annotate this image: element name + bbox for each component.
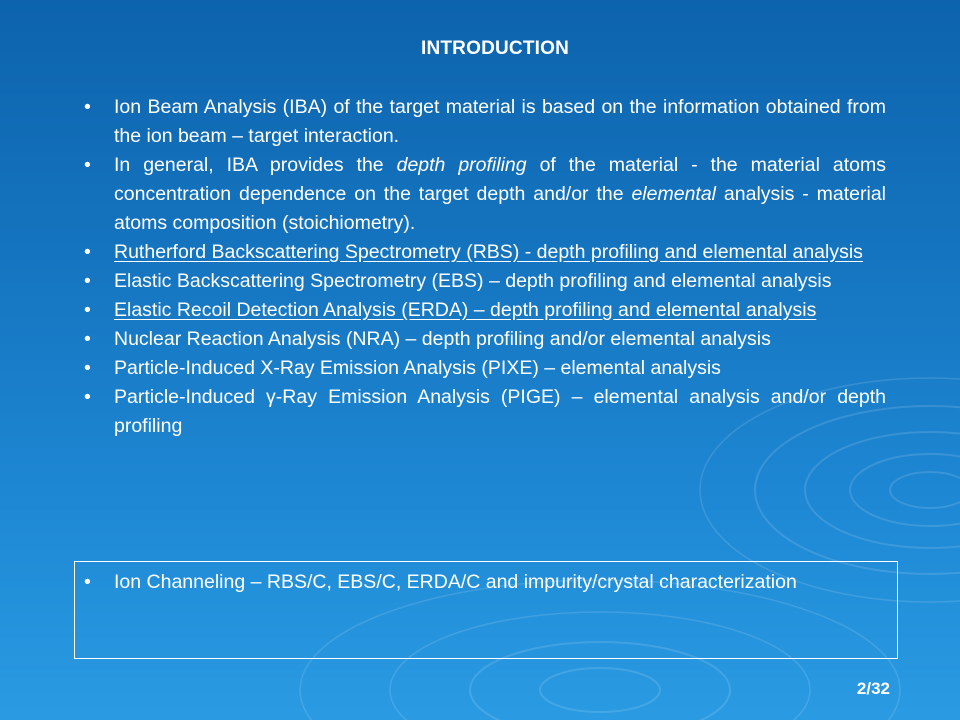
bullet-icon: •: [84, 357, 91, 379]
bullet-text: In general, IBA provides the: [114, 154, 397, 176]
bullet-text: Nuclear Reaction Analysis (NRA) – depth profiling and/or elemental analysis: [114, 328, 771, 350]
bullet-iba-general: [84, 151, 886, 238]
bullet-icon: •: [84, 241, 91, 263]
bullet-icon: •: [84, 270, 91, 292]
bullet-icon: •: [84, 96, 91, 118]
bullet-text: of the material - the material atoms concentration dependence on the target depth and/or the: [114, 154, 886, 205]
bullet-text: Particle-Induced X-Ray Emission Analysis (PIXE) – elemental analysis: [114, 357, 721, 379]
gamma-symbol: γ: [266, 386, 276, 408]
ion-channeling-list: [84, 568, 844, 597]
bullet-text: -Ray Emission Analysis (PIGE) – elemental analysis and/or depth profiling: [114, 386, 887, 437]
bullet-ion-channeling: [84, 568, 844, 597]
erda-link[interactable]: Elastic Recoil Detection Analysis (ERDA) – depth profiling and elemental analysis: [114, 299, 817, 321]
bullet-text: Ion Beam Analysis (IBA) of the target material is based on the information obtained from the ion beam – target interaction.: [114, 96, 886, 147]
bullet-rbs: [84, 238, 886, 267]
bullet-icon: •: [84, 299, 91, 321]
emphasis-depth-profiling: depth profiling: [396, 154, 527, 176]
bullet-icon: •: [84, 154, 91, 176]
bullet-pige: [84, 383, 886, 441]
bullet-text: Ion Channeling – RBS/C, EBS/C, ERDA/C and impurity/crystal characterization: [114, 571, 797, 593]
bullet-nra: [84, 325, 886, 354]
bullet-ebs: [84, 267, 886, 296]
bullet-pixe: [84, 354, 886, 383]
bullet-text: Elastic Backscattering Spectrometry (EBS) – depth profiling and elemental analysis: [114, 270, 832, 292]
page-number: 2/32: [856, 679, 890, 698]
bullet-icon: •: [84, 386, 91, 408]
bullet-text: analysis - material atoms composition (stoichiometry).: [114, 183, 886, 234]
emphasis-elemental: elemental: [631, 183, 717, 205]
bullet-icon: •: [84, 571, 91, 593]
bullet-text: Particle-Induced: [114, 386, 267, 408]
iba-methods-list: [84, 93, 886, 441]
bullet-icon: •: [84, 328, 91, 350]
rbs-link[interactable]: Rutherford Backscattering Spectrometry (RBS) - depth profiling and elemental analysis: [114, 241, 863, 263]
bullet-iba-definition: [84, 93, 886, 151]
bullet-erda: [84, 296, 886, 325]
slide-title: INTRODUCTION: [420, 38, 570, 59]
